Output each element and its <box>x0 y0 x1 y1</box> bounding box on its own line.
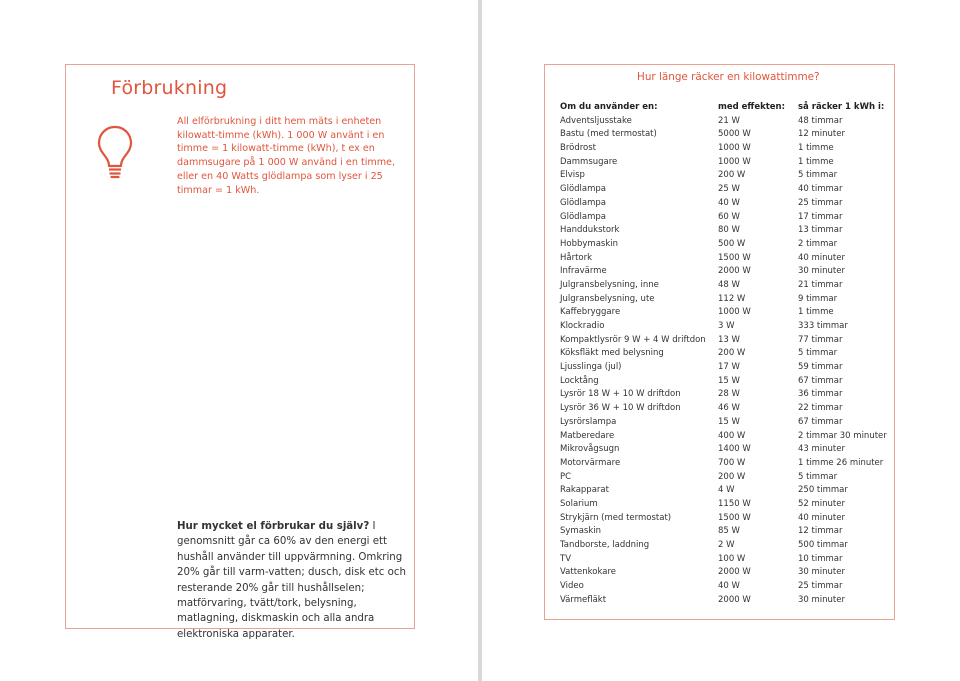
table-row <box>560 416 890 430</box>
table-row <box>560 498 890 512</box>
power-cell: 15 W <box>718 375 740 386</box>
duration-cell: 1 timme <box>798 143 834 154</box>
power-cell: 2000 W <box>718 266 751 277</box>
appliance-cell: Glödlampa <box>560 184 606 195</box>
appliance-cell: Hårtork <box>560 252 593 263</box>
table-row <box>560 388 890 402</box>
table-row <box>560 224 890 238</box>
page-title: Förbrukning <box>111 77 228 99</box>
table-row <box>560 197 890 211</box>
duration-cell: 52 minuter <box>798 498 845 509</box>
power-cell: 48 W <box>718 279 740 290</box>
usage-heading: Hur mycket el förbrukar du själv? <box>177 521 370 532</box>
power-cell: 2000 W <box>718 594 751 605</box>
duration-cell: 77 timmar <box>798 334 843 345</box>
power-cell: 40 W <box>718 197 740 208</box>
duration-cell: 48 timmar <box>798 115 843 126</box>
appliance-cell: Mikrovågsugn <box>560 444 620 455</box>
duration-cell: 67 timmar <box>798 416 843 427</box>
table-row <box>560 457 890 471</box>
power-cell: 5000 W <box>718 129 751 140</box>
appliance-cell: Lysrör 18 W + 10 W driftdon <box>560 389 681 400</box>
appliance-cell: Elvisp <box>560 170 585 181</box>
duration-cell: 1 timme 26 minuter <box>798 457 884 468</box>
duration-cell: 13 timmar <box>798 225 843 236</box>
duration-cell: 1 timme <box>798 156 834 167</box>
header-power: med effekten: <box>718 102 786 112</box>
power-cell: 400 W <box>718 430 746 441</box>
duration-cell: 9 timmar <box>798 293 838 304</box>
appliance-cell: Locktång <box>560 375 599 386</box>
table-row <box>560 306 890 320</box>
appliance-cell: Kaffebryggare <box>560 307 621 318</box>
table-body <box>560 115 890 608</box>
lightbulb-icon <box>96 124 134 180</box>
duration-cell: 30 minuter <box>798 266 845 277</box>
duration-cell: 17 timmar <box>798 211 843 222</box>
appliance-cell: Kompaktlysrör 9 W + 4 W driftdon <box>560 334 706 345</box>
appliance-cell: Julgransbelysning, inne <box>560 279 659 290</box>
duration-cell: 40 minuter <box>798 252 845 263</box>
duration-cell: 59 timmar <box>798 362 843 373</box>
power-cell: 2 W <box>718 540 735 550</box>
appliance-cell: Solarium <box>560 498 598 509</box>
table-row <box>560 375 890 389</box>
appliance-cell: Hobbymaskin <box>560 238 619 249</box>
duration-cell: 21 timmar <box>798 279 843 290</box>
header-appliance: Om du använder en: <box>560 102 658 112</box>
appliance-cell: Motorvärmare <box>560 457 621 468</box>
table-row <box>560 293 890 307</box>
table-row <box>560 553 890 567</box>
table-row <box>560 169 890 183</box>
appliance-cell: Vattenkokare <box>560 567 616 578</box>
table-row <box>560 525 890 539</box>
power-cell: 2000 W <box>718 567 751 578</box>
power-cell: 1000 W <box>718 156 751 167</box>
appliance-cell: TV <box>560 553 572 564</box>
duration-cell: 43 minuter <box>798 444 845 455</box>
appliance-cell: Rakapparat <box>560 485 609 496</box>
power-cell: 200 W <box>718 170 746 181</box>
table-row <box>560 443 890 457</box>
power-cell: 40 W <box>718 581 740 592</box>
table-row <box>560 128 890 142</box>
duration-cell: 30 minuter <box>798 594 845 605</box>
power-cell: 1000 W <box>718 307 751 318</box>
table-row <box>560 361 890 375</box>
usage-text: I genomsnitt går ca 60% av den energi ett hushåll använder till uppvärmning. Omkring 20% går till varm-vatten; dusch, disk etc och resterande 20% går till hushållselen; matförvaring, tvätt/tork, belysning, matlagning, diskmaskin och alla andra elektroniska apparater. <box>177 521 406 640</box>
power-cell: 200 W <box>718 348 746 359</box>
appliance-cell: Köksfläkt med belysning <box>560 348 664 359</box>
duration-cell: 25 timmar <box>798 581 843 592</box>
appliance-cell: Handdukstork <box>560 225 620 236</box>
table-row <box>560 142 890 156</box>
table-row <box>560 347 890 361</box>
table-row <box>560 484 890 498</box>
appliance-cell: Adventsljusstake <box>560 115 632 126</box>
table-row <box>560 238 890 252</box>
table-row <box>560 512 890 526</box>
power-cell: 1400 W <box>718 444 751 455</box>
power-cell: 25 W <box>718 184 740 195</box>
consumption-table <box>560 101 890 607</box>
power-cell: 1500 W <box>718 252 751 263</box>
table-row <box>560 471 890 485</box>
appliance-cell: Strykjärn (med termostat) <box>560 512 672 523</box>
power-cell: 3 W <box>718 321 735 331</box>
table-row <box>560 265 890 279</box>
duration-cell: 12 timmar <box>798 526 843 537</box>
appliance-cell: Dammsugare <box>560 156 618 167</box>
power-cell: 1150 W <box>718 498 751 509</box>
duration-cell: 1 timme <box>798 307 834 318</box>
table-row <box>560 580 890 594</box>
power-cell: 28 W <box>718 389 740 400</box>
appliance-cell: Brödrost <box>560 143 597 154</box>
appliance-cell: Tandborste, laddning <box>560 540 650 550</box>
appliance-cell: Lysrörslampa <box>560 416 617 427</box>
table-row <box>560 566 890 580</box>
appliance-cell: PC <box>560 471 572 482</box>
header-duration: så räcker 1 kWh i: <box>798 102 885 112</box>
table-header <box>560 101 890 115</box>
table-row <box>560 320 890 334</box>
power-cell: 46 W <box>718 403 740 414</box>
power-cell: 200 W <box>718 471 746 482</box>
duration-cell: 30 minuter <box>798 567 845 578</box>
power-cell: 17 W <box>718 362 740 373</box>
power-cell: 500 W <box>718 238 746 249</box>
power-cell: 1000 W <box>718 143 751 154</box>
power-cell: 4 W <box>718 485 735 496</box>
appliance-cell: Infravärme <box>560 266 607 277</box>
duration-cell: 10 timmar <box>798 553 843 564</box>
appliance-cell: Symaskin <box>560 526 602 537</box>
table-title: Hur länge räcker en kilowattimme? <box>637 71 820 83</box>
table-row <box>560 334 890 348</box>
duration-cell: 250 timmar <box>798 485 848 496</box>
duration-cell: 25 timmar <box>798 197 843 208</box>
appliance-cell: Ljusslinga (jul) <box>560 362 622 373</box>
appliance-cell: Video <box>560 581 584 592</box>
table-row <box>560 156 890 170</box>
table-row <box>560 252 890 266</box>
appliance-cell: Värmefläkt <box>560 594 607 605</box>
table-row <box>560 211 890 225</box>
duration-cell: 5 timmar <box>798 471 838 482</box>
duration-cell: 40 timmar <box>798 184 843 195</box>
power-cell: 60 W <box>718 211 740 222</box>
power-cell: 100 W <box>718 553 746 564</box>
duration-cell: 67 timmar <box>798 375 843 386</box>
appliance-cell: Klockradio <box>560 321 605 331</box>
duration-cell: 40 minuter <box>798 512 845 523</box>
power-cell: 15 W <box>718 416 740 427</box>
power-cell: 112 W <box>718 293 746 304</box>
appliance-cell: Julgransbelysning, ute <box>560 293 655 304</box>
table-row <box>560 430 890 444</box>
appliance-cell: Matberedare <box>560 430 615 441</box>
table-row <box>560 594 890 608</box>
power-cell: 1500 W <box>718 512 751 523</box>
duration-cell: 2 timmar <box>798 238 838 249</box>
table-row <box>560 539 890 553</box>
power-cell: 85 W <box>718 526 740 537</box>
usage-paragraph <box>177 519 407 642</box>
power-cell: 80 W <box>718 225 740 236</box>
duration-cell: 5 timmar <box>798 170 838 181</box>
table-row <box>560 402 890 416</box>
appliance-cell: Glödlampa <box>560 211 606 222</box>
duration-cell: 12 minuter <box>798 129 845 140</box>
appliance-cell: Lysrör 36 W + 10 W driftdon <box>560 403 681 414</box>
duration-cell: 5 timmar <box>798 348 838 359</box>
duration-cell: 22 timmar <box>798 403 843 414</box>
table-row <box>560 279 890 293</box>
duration-cell: 500 timmar <box>798 540 848 550</box>
intro-text: All elförbrukning i ditt hem mäts i enheten kilowatt-timme (kWh). 1 000 W använt i en timme = 1 kilowatt-timme (kWh), t ex en dammsugare på 1 000 W använd i en timme, eller en 40 Watts glödlampa som lyser i 25 timmar = 1 kWh. <box>177 116 396 196</box>
power-cell: 700 W <box>718 457 746 468</box>
duration-cell: 333 timmar <box>798 321 848 331</box>
duration-cell: 36 timmar <box>798 389 843 400</box>
table-row <box>560 183 890 197</box>
power-cell: 13 W <box>718 334 740 345</box>
power-cell: 21 W <box>718 115 740 126</box>
duration-cell: 2 timmar 30 minuter <box>798 430 887 441</box>
table-row <box>560 115 890 129</box>
appliance-cell: Glödlampa <box>560 197 606 208</box>
appliance-cell: Bastu (med termostat) <box>560 129 657 140</box>
